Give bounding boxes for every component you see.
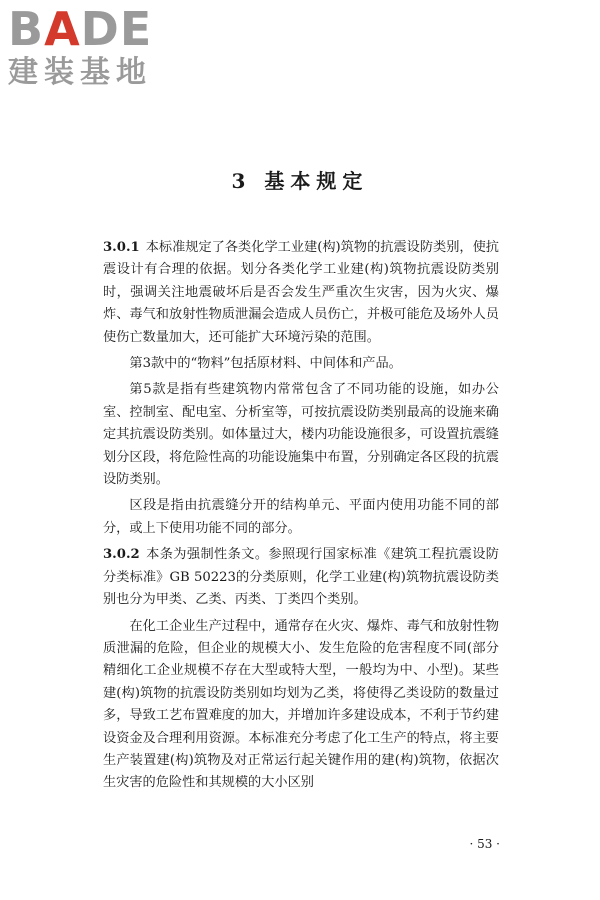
paragraph: 第5款是指有些建筑物内常常包含了不同功能的设施，如办公室、控制室、配电室、分析室等，可按抗震设防类别最高的设施来确定其抗震设防类别。如体量过大，楼内功能设施很多，可设置抗震缝划分区段，将危险性高的功能设施集中布置，分别确定各区段的抗震设防类别。 <box>103 382 499 488</box>
clause-3-0-2 <box>103 544 499 611</box>
page-number: · 53 · <box>469 837 500 851</box>
paragraph-text: 本标准规定了各类化学工业建(构)筑物的抗震设防类别，使抗震设计有合理的依据。划分各类化学工业建(构)筑物抗震设防类别时，强调关注地震破坏后是否会发生严重次生灾害，因为火灾、爆炸、毒气和放射性物质泄漏会造成人员伤亡，并极可能危及场外人员使伤亡数量加大，还可能扩大环境污染的范围。 <box>103 240 499 345</box>
logo-subtitle: 建装基地 <box>8 55 152 90</box>
paragraph-text: 本条为强制性条文。参照现行国家标准《建筑工程抗震设防分类标准》GB 50223的分类原则，化学工业建(构)筑物抗震设防类别也分为甲类、乙类、丙类、丁类四个类别。 <box>103 547 499 608</box>
chapter-title: 3 基本规定 <box>231 169 369 193</box>
logo-letter-b: B <box>8 2 45 56</box>
clause-number: 3.0.1 <box>103 240 140 255</box>
paragraph: 第3款中的“物料”包括原材料、中间体和产品。 <box>129 356 402 372</box>
logo-letter-a: A <box>44 2 81 56</box>
clause-number: 3.0.2 <box>103 547 140 563</box>
clause-3-0-1 <box>103 237 499 349</box>
paragraph: 区段是指由抗震缝分开的结构单元、平面内使用功能不同的部分，或上下使用功能不同的部分。 <box>103 498 499 536</box>
logo-letters-de: DE <box>80 2 153 56</box>
bade-logo <box>8 4 178 94</box>
logo-wordmark <box>8 4 178 54</box>
paragraph: 在化工企业生产过程中，通常存在火灾、爆炸、毒气和放射性物质泄漏的危险，但企业的规模大小、发生危险的危害程度不同(部分精细化工企业规模不存在大型或特大型，一般均为中、小型)。某些建(构)筑物的抗震设防类别如均划为乙类，将使得乙类设防的数量过多，导致工艺布置难度的加大，并增加许多建设成本，不利于节约建设资金及合理利用资源。本标准充分考虑了化工生产的特点，将主要生产装置建(构)筑物及对正常运行起关键作用的建(构)筑物，依据次生灾害的危险性和其规模的大小区别 <box>103 618 499 791</box>
body-text <box>103 237 499 799</box>
